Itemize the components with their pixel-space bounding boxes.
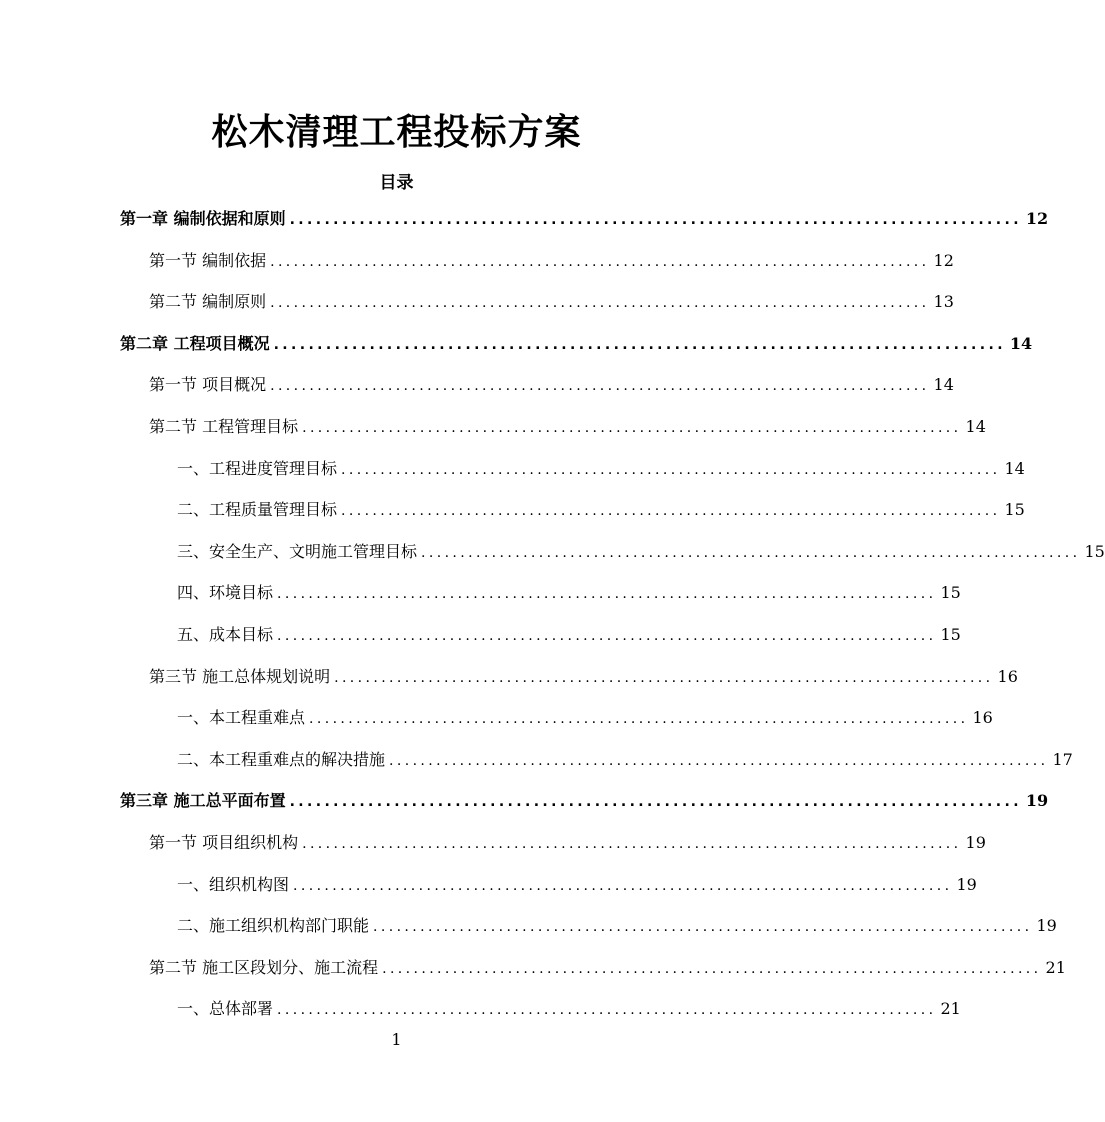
toc-entry[interactable]	[120, 830, 986, 872]
toc-entry[interactable]	[120, 747, 1073, 789]
toc-leader-dots: ....................................................................................	[341, 503, 1001, 520]
toc-entry-label: 第一章 编制依据和原则	[120, 209, 286, 228]
toc-leader-dots: ....................................................................................	[270, 378, 930, 395]
toc-entry[interactable]	[120, 289, 954, 331]
toc-entry-page: 14	[933, 375, 954, 395]
toc-entry[interactable]	[120, 414, 986, 456]
toc-entry-label: 一、总体部署	[177, 999, 274, 1019]
toc-leader-dots: ....................................................................................	[341, 461, 1001, 478]
toc-entry[interactable]	[120, 580, 961, 622]
toc-entry-page: 14	[1004, 458, 1025, 478]
table-of-contents	[120, 206, 1105, 1038]
toc-entry[interactable]	[120, 248, 954, 290]
toc-entry-label: 第三章 施工总平面布置	[120, 791, 286, 811]
toc-entry[interactable]	[120, 456, 1025, 498]
toc-entry-label: 一、组织机构图	[177, 874, 290, 894]
toc-entry-page: 19	[965, 832, 986, 852]
toc-entry-label: 一、工程进度管理目标	[177, 458, 338, 478]
toc-entry-label: 第一节 项目组织机构	[149, 832, 299, 852]
toc-entry[interactable]	[120, 705, 993, 747]
toc-entry-page: 16	[997, 666, 1018, 686]
toc-entry-page: 15	[1004, 500, 1025, 520]
toc-entry-page: 21	[1045, 957, 1066, 977]
toc-entry-label: 第二章 工程项目概况	[120, 333, 270, 353]
toc-entry-label: 二、施工组织机构部门职能	[177, 916, 370, 936]
toc-entry-label: 五、成本目标	[177, 624, 274, 644]
toc-entry[interactable]	[120, 872, 977, 914]
toc-entry[interactable]	[120, 497, 1025, 539]
toc-entry-label: 第二节 施工区段划分、施工流程	[149, 957, 379, 977]
toc-entry[interactable]	[120, 206, 1049, 248]
toc-leader-dots: ....................................................................................	[334, 669, 994, 686]
toc-leader-dots: ....................................................................................	[277, 586, 937, 603]
toc-leader-dots: ....................................................................................	[302, 835, 962, 852]
toc-entry[interactable]	[120, 913, 1057, 955]
toc-leader-dots: ....................................................................................	[273, 336, 1006, 353]
toc-entry-page: 19	[1025, 791, 1049, 811]
toc-entry-label: 第一节 编制依据	[149, 250, 267, 270]
toc-entry[interactable]	[120, 788, 1049, 830]
toc-leader-dots: ....................................................................................	[389, 752, 1049, 769]
toc-entry-page: 14	[965, 416, 986, 436]
toc-entry-label: 第三节 施工总体规划说明	[149, 666, 331, 686]
toc-leader-dots: ....................................................................................	[277, 627, 937, 644]
toc-leader-dots: ....................................................................................	[270, 253, 930, 270]
toc-leader-dots: ....................................................................................	[421, 544, 1081, 561]
toc-entry-page: 15	[940, 624, 961, 644]
toc-entry-page: 21	[940, 999, 961, 1019]
toc-entry-page: 12	[933, 250, 954, 270]
toc-leader-dots: ....................................................................................	[309, 711, 969, 728]
toc-leader-dots: ....................................................................................	[270, 295, 930, 312]
toc-entry[interactable]	[120, 372, 954, 414]
toc-entry-page: 12	[1025, 209, 1049, 228]
toc-entry-label: 一、本工程重难点	[177, 708, 306, 728]
toc-entry-page: 19	[956, 874, 977, 894]
toc-entry[interactable]	[120, 331, 1033, 373]
toc-entry-page: 15	[1084, 541, 1105, 561]
toc-entry[interactable]	[120, 955, 1066, 997]
toc-leader-dots: ....................................................................................	[302, 419, 962, 436]
toc-entry-page: 17	[1052, 749, 1073, 769]
toc-entry-label: 三、安全生产、文明施工管理目标	[177, 541, 418, 561]
toc-entry-label: 第二节 编制原则	[149, 292, 267, 312]
toc-leader-dots: ....................................................................................	[382, 960, 1042, 977]
toc-entry-label: 二、工程质量管理目标	[177, 500, 338, 520]
toc-leader-dots: ....................................................................................	[277, 1002, 937, 1019]
toc-leader-dots: ....................................................................................	[373, 919, 1033, 936]
toc-leader-dots: ....................................................................................	[293, 877, 953, 894]
toc-leader-dots: ....................................................................................	[289, 794, 1022, 811]
toc-entry[interactable]	[120, 664, 1018, 706]
toc-heading: 目录	[379, 173, 414, 193]
document-title: 松木清理工程投标方案	[211, 111, 582, 153]
toc-entry-page: 15	[940, 583, 961, 603]
toc-entry-page: 14	[1009, 333, 1033, 353]
toc-entry-label: 第一节 项目概况	[149, 375, 267, 395]
toc-leader-dots: ....................................................................................	[289, 212, 1022, 228]
toc-entry-label: 四、环境目标	[177, 583, 274, 603]
toc-entry-page: 19	[1036, 916, 1057, 936]
toc-entry-label: 二、本工程重难点的解决措施	[177, 749, 386, 769]
toc-entry[interactable]	[120, 539, 1105, 581]
toc-entry[interactable]	[120, 622, 961, 664]
page-number: 1	[391, 1030, 402, 1049]
toc-entry-label: 第二节 工程管理目标	[149, 416, 299, 436]
toc-entry-page: 13	[933, 292, 954, 312]
toc-entry-page: 16	[972, 708, 993, 728]
